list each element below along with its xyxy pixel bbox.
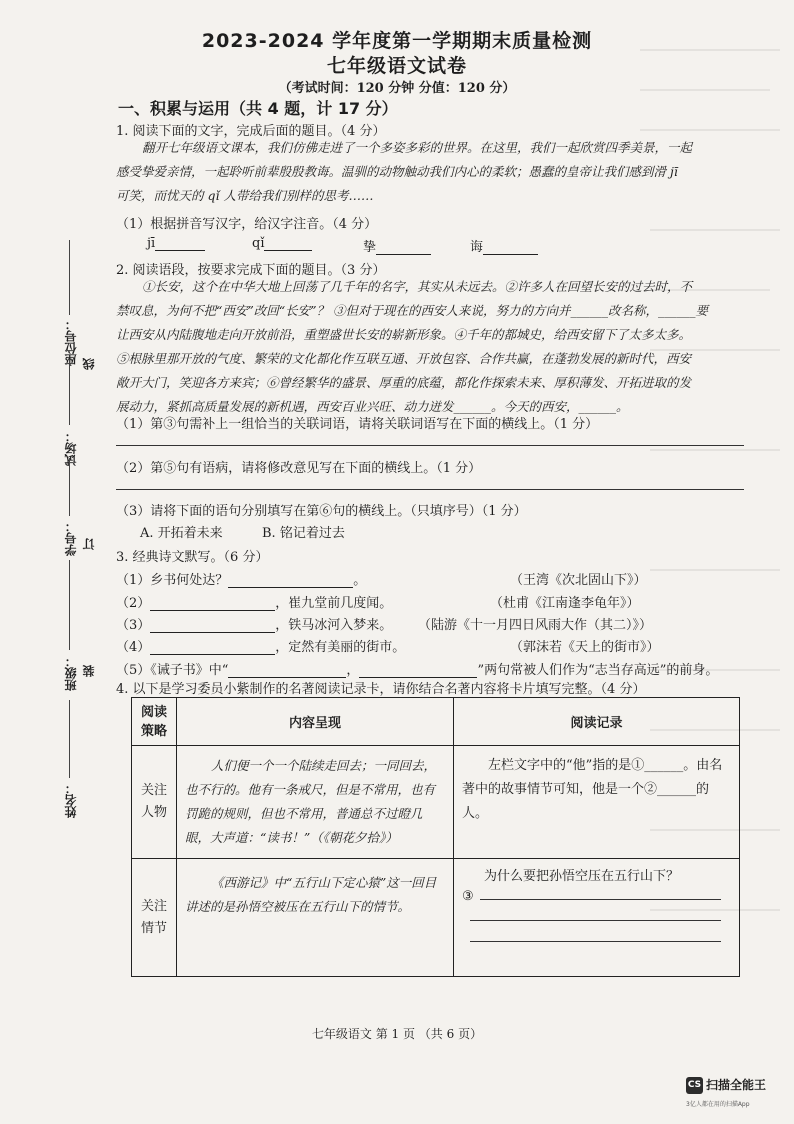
record-cell[interactable]: 左栏文字中的“他”指的是①______。由名著中的故事情节可知，他是一个②______的人。 <box>454 746 740 859</box>
exam-info: （考试时间：120 分钟 分值：120 分） <box>278 81 516 96</box>
record-question: 为什么要把孙悟空压在五行山下？ <box>484 869 680 884</box>
answer-blank[interactable] <box>155 236 205 251</box>
seat-number-label: 座位号： <box>64 318 78 366</box>
question-2-sub3: （3）请将下面的语句分别填写在第⑥句的横线上。（只填序号）（1 分） <box>116 504 527 519</box>
poem-line-2 <box>116 592 392 611</box>
header-content: 内容呈现 <box>177 698 454 746</box>
card-header-row <box>132 698 740 746</box>
passage-line: ⑤根脉里那开放的气度、繁荣的文化都化作互联互通、开放包容、合作共赢，在蓬勃发展的新时代，西安 <box>116 351 692 366</box>
answer-line[interactable] <box>116 489 744 490</box>
pinyin-label: qǐ <box>252 236 265 251</box>
poem-source-2: （杜甫《江南逢李龟年》） <box>490 596 640 611</box>
answer-blank[interactable] <box>228 573 353 588</box>
option-b: B. 铭记着过去 <box>262 526 345 541</box>
exam-title: 2023-2024 学年度第一学期期末质量检测 <box>201 30 593 52</box>
fill-char-zhi <box>363 236 431 255</box>
answer-blank[interactable] <box>483 240 538 255</box>
name-label: 姓名： <box>64 782 78 818</box>
char-label: 挚 <box>363 240 377 255</box>
poem-line-1 <box>116 569 366 588</box>
brand-name: 扫描全能王 <box>706 1078 767 1092</box>
exam-room-field[interactable] <box>69 360 70 425</box>
header-record: 阅读记录 <box>454 698 740 746</box>
student-id-label: 学号： <box>64 520 78 556</box>
option-a: A. 开拓着未来 <box>140 526 223 541</box>
question-2-passage <box>116 275 746 419</box>
answer-blank[interactable] <box>359 663 477 678</box>
passage-line: 展动力，紧抓高质量发展的新机遇，西安百业兴旺、动力迸发______。今天的西安，______。 <box>116 399 629 414</box>
question-2-stem: 2. 阅读语段，按要求完成下面的题目。（3 分） <box>116 263 386 278</box>
poem-suffix: ，定然有美丽的街市。 <box>275 640 406 655</box>
passage-line: 敞开大门，笑迎各方来宾；⑥曾经繁华的盛景、厚重的底蕴，都化作探索未来、厚积薄发、开拓进取的发 <box>116 375 692 390</box>
question-4-stem: 4. 以下是学习委员小紫制作的名著阅读记录卡，请你结合名著内容将卡片填写完整。（4 分） <box>116 682 646 697</box>
question-2-sub1: （1）第③句需补上一组恰当的关联词语，请将关联词语写在下面的横线上。（1 分） <box>116 417 599 432</box>
answer-line[interactable] <box>480 899 721 900</box>
answer-blank[interactable] <box>228 663 346 678</box>
answer-line[interactable] <box>116 445 744 446</box>
fill-pinyin-qi <box>252 236 312 251</box>
passage-line: 感受挚爱亲情，一起聆听前辈殷殷教诲。温驯的动物触动我们内心的柔软；愚蠢的皇帝让我们感到滑 jī <box>116 164 678 179</box>
answer-blank[interactable] <box>150 640 275 655</box>
question-2-sub2: （2）第⑤句有语病，请将修改意见写在下面的横线上。（1 分） <box>116 461 482 476</box>
binding-line-mark: 线 <box>82 358 96 370</box>
question-1-sub1: （1）根据拼音写汉字，给汉字注音。（4 分） <box>116 217 378 232</box>
poem-suffix: ，铁马冰河入梦来。 <box>275 618 393 633</box>
content-cell: 《西游记》中“五行山下定心猿”这一回目讲述的是孙悟空被压在五行山下的情节。 <box>177 859 454 977</box>
name-field[interactable] <box>69 700 70 778</box>
passage-line: ①长安，这个在中华大地上回荡了几千年的名字，其实从未远去。②许多人在回望长安的过去时，不 <box>142 279 693 294</box>
student-id-field[interactable] <box>69 458 70 516</box>
poem-suffix: 。 <box>353 573 367 588</box>
passage-line: 翻开七年级语文课本，我们仿佛走进了一个多姿多彩的世界。在这里，我们一起欣赏四季美景，一起 <box>142 140 693 155</box>
poem-separator: ， <box>346 663 360 678</box>
question-1-stem: 1. 阅读下面的文字，完成后面的题目。（4 分） <box>116 124 386 139</box>
exam-subtitle: 七年级语文试卷 <box>326 55 467 77</box>
char-label: 诲 <box>470 240 484 255</box>
poem-line-4 <box>116 636 405 655</box>
passage-line: 禁叹息，为何不把“西安”改回“长安”？ ③但对于现在的西安人来说，努力的方向并______改名称，______要 <box>116 303 709 318</box>
card-row-plot <box>132 859 740 977</box>
binding-seal-mark: 装 <box>82 665 96 677</box>
record-marker: ③ <box>462 889 474 904</box>
poem-source-4: （郭沫若《天上的街市》） <box>510 640 660 655</box>
poem-suffix: ”两句常被人们作为“志当存高远”的前身。 <box>477 663 719 678</box>
binding-staple-mark: 订 <box>82 538 96 550</box>
poem-prefix: （1）乡书何处达？ <box>116 573 229 588</box>
strategy-cell: 关注情节 <box>132 859 177 977</box>
passage-line: 可笑，而忧天的 qǐ 人带给我们别样的思考…… <box>116 188 374 203</box>
answer-line[interactable] <box>470 920 721 921</box>
answer-blank[interactable] <box>150 618 275 633</box>
pinyin-label: jī <box>147 236 156 251</box>
question-1-passage <box>116 136 746 208</box>
question-3-stem: 3. 经典诗文默写。（6 分） <box>116 550 269 565</box>
answer-blank[interactable] <box>150 596 275 611</box>
poem-prefix: （2） <box>116 596 151 611</box>
passage-line: 让西安从内陆腹地走向开放前沿，重塑盛世长安的崭新形象。④千年的都城史，给西安留下了太多太多。 <box>116 327 692 342</box>
class-label: 班级： <box>64 655 78 691</box>
answer-blank[interactable] <box>264 236 312 251</box>
poem-suffix: ，崔九堂前几度闻。 <box>275 596 393 611</box>
poem-line-3 <box>116 614 392 633</box>
fill-char-hui <box>470 236 538 255</box>
card-row-character <box>132 746 740 859</box>
seat-number-field[interactable] <box>69 240 70 315</box>
poem-prefix: （3） <box>116 618 151 633</box>
scanner-watermark <box>686 1076 766 1094</box>
cs-logo-icon: CS <box>686 1077 703 1094</box>
poem-source-3: （陆游《十一月四日风雨大作（其二）》） <box>418 618 653 633</box>
poem-prefix: （5）《诫子书》中“ <box>116 663 229 678</box>
poem-line-5 <box>116 659 718 678</box>
content-cell: 人们便一个一个陆续走回去；一同回去，也不行的。他有一条戒尺，但是不常用，也有罚跪的规则，但也不常用，普通总不过瞪几眼，大声道：“读书！”（《朝花夕拾》） <box>177 746 454 859</box>
strategy-cell: 关注人物 <box>132 746 177 859</box>
answer-line[interactable] <box>470 941 721 942</box>
poem-source-1: （王湾《次北固山下》） <box>510 573 647 588</box>
brand-tagline: 3亿人都在用的扫描App <box>686 1101 750 1108</box>
exam-room-label: 试场： <box>64 430 78 466</box>
class-field[interactable] <box>69 560 70 650</box>
header-strategy: 阅读策略 <box>132 698 177 746</box>
answer-blank[interactable] <box>376 240 431 255</box>
poem-prefix: （4） <box>116 640 151 655</box>
page-footer: 七年级语文 第 1 页 （共 6 页） <box>311 1027 483 1041</box>
record-cell-plot[interactable] <box>454 859 740 977</box>
section-heading: 一、积累与运用（共 4 题，计 17 分） <box>118 99 398 118</box>
reading-record-card <box>131 697 740 977</box>
fill-pinyin-ji <box>147 236 205 251</box>
